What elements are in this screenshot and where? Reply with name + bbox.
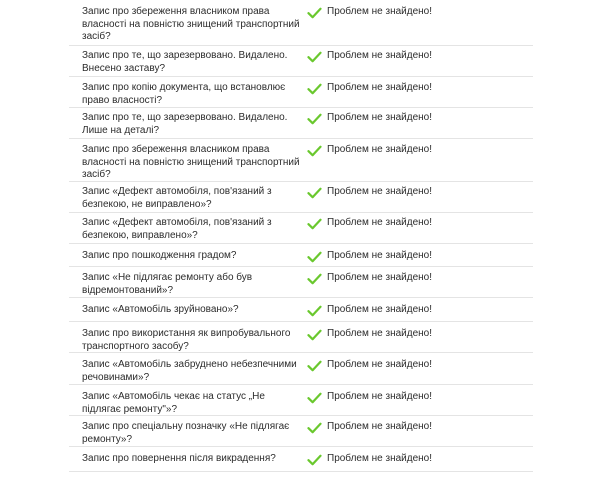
check-row [69,139,533,182]
check-row [69,416,533,447]
check-label: Запис про збереження власником права власності на повністю знищений транспортний засіб? [82,144,300,180]
check-mark-icon [307,145,322,157]
check-mark-icon [307,51,322,63]
check-label: Запис про те, що зарезервовано. Видалено. Лише на деталі? [82,112,288,136]
check-mark-icon [307,187,322,199]
check-row [69,244,533,267]
check-label: Запис «Автомобіль чекає на статус „Не підлягає ремонту"»? [82,391,265,415]
check-mark-icon [307,305,322,317]
check-result: Проблем не знайдено! [327,453,433,464]
check-result: Проблем не знайдено! [327,421,433,432]
check-result: Проблем не знайдено! [327,359,433,370]
check-mark-icon [307,7,322,19]
check-label: Запис про збереження власником права власності на повністю знищений транспортний засіб? [82,6,300,42]
check-result: Проблем не знайдено! [327,250,433,261]
check-result: Проблем не знайдено! [327,186,433,197]
check-result: Проблем не знайдено! [327,112,433,123]
check-result: Проблем не знайдено! [327,272,433,283]
check-label: Запис «Автомобіль забруднено небезпечними речовинами»? [82,359,297,383]
check-row [69,353,533,385]
check-row [69,46,533,77]
check-result: Проблем не знайдено! [327,328,433,339]
check-row [69,385,533,416]
check-row [69,267,533,298]
check-mark-icon [307,392,322,404]
check-row [69,322,533,353]
check-label: Запис про повернення після викрадення? [82,453,276,464]
check-mark-icon [307,360,322,372]
check-row [69,77,533,108]
check-mark-icon [307,273,322,285]
check-mark-icon [307,113,322,125]
check-row [69,213,533,244]
check-result: Проблем не знайдено! [327,144,433,155]
check-label: Запис «Дефект автомобіля, пов'язаний з безпекою, виправлено»? [82,217,272,241]
check-label: Запис про те, що зарезервовано. Видалено. Внесено заставу? [82,50,288,74]
check-label: Запис про копію документа, що встановлює право власності? [82,82,286,106]
check-result: Проблем не знайдено! [327,82,433,93]
check-row [69,0,533,46]
check-mark-icon [307,218,322,230]
check-label: Запис «Дефект автомобіля, пов'язаний з безпекою, не виправлено»? [82,186,272,210]
check-label: Запис про використання як випробувального транспортного засобу? [82,328,291,352]
check-mark-icon [307,251,322,263]
check-mark-icon [307,422,322,434]
check-mark-icon [307,83,322,95]
check-result: Проблем не знайдено! [327,6,433,17]
check-result: Проблем не знайдено! [327,304,433,315]
check-label: Запис «Не підлягає ремонту або був відремонтований»? [82,272,253,296]
check-result: Проблем не знайдено! [327,50,433,61]
check-row [69,447,533,472]
check-label: Запис про пошкодження градом? [82,250,237,261]
check-result: Проблем не знайдено! [327,391,433,402]
check-row [69,108,533,139]
check-label: Запис про спеціальну позначку «Не підлягає ремонту»? [82,421,290,445]
check-row [69,182,533,213]
check-mark-icon [307,454,322,466]
check-result: Проблем не знайдено! [327,217,433,228]
check-mark-icon [307,329,322,341]
check-label: Запис «Автомобіль зруйновано»? [82,304,239,315]
check-row [69,298,533,322]
